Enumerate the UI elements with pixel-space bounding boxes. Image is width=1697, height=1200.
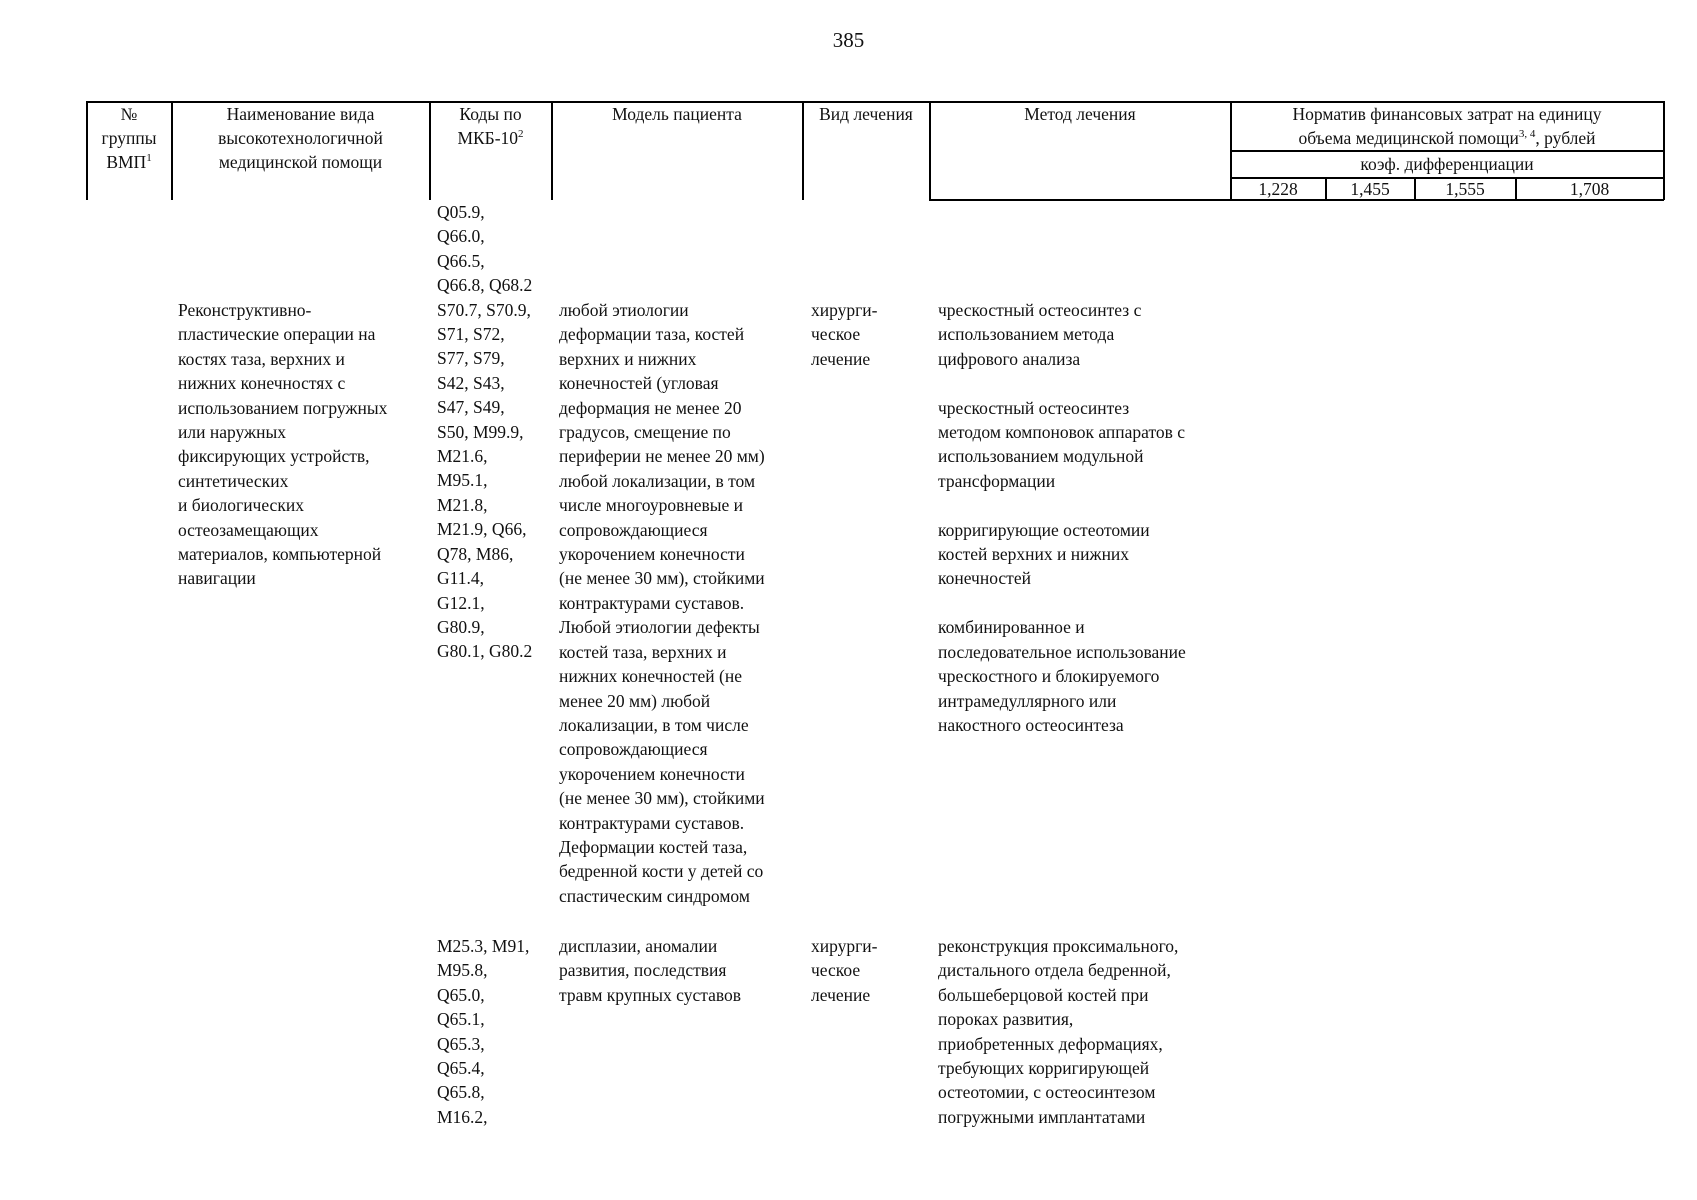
header-coef-label: коэф. дифференциации xyxy=(1360,154,1534,174)
header-coef-value: 1,228 xyxy=(1258,179,1298,199)
header-coef-value: 1,708 xyxy=(1569,179,1610,199)
header-financial-norm: Норматив финансовых затрат на единицу объема медицинской помощи$^{3, 4}$, рублей xyxy=(1292,104,1602,148)
icd-codes-cell: Q05.9, Q66.0, Q66.5, Q66.8, Q68.2 S70.7, S70.9, S71, S72, S77, S79, S42, S43, S47, S49, S50, M99.9, M21.6, M95.1, M21.8, M21.9, Q66, Q78, M86, G11.4, G12.1, G80.9, G80.1, G80.2 xyxy=(437,202,533,662)
page-number: 385 xyxy=(832,28,865,52)
header-icd-codes: Коды по МКБ-$10^2$ xyxy=(457,104,524,148)
header-coef-value: 1,555 xyxy=(1445,179,1485,199)
patient-model-cell: дисплазии, аномалии развития, последствия травм крупных суставов xyxy=(559,936,742,1005)
treatment-method-cell: реконструкция проксимального, дистального отдела бедренной, большеберцовой костей при пороках развития, приобретенных деформациях, требующих корригирующей остеотомии, с остеосинтезом погружными имплантатами xyxy=(938,936,1179,1127)
patient-model-cell: любой этиологии деформации таза, костей верхних и нижних конечностей (угловая деформация не менее 20 градусов, смещение по периферии не менее 20 мм) любой локализации, в том числе многоуровневые и сопровождающиеся укорочением конечности (не менее 30 мм), стойкими контрактурами суставов. Любой этиологии дефекты костей таза, верхних и нижних конечностей (не менее 20 мм) любой локализации, в том числе сопровождающиеся укорочением конечности (не менее 30 мм), стойкими контрактурами суставов. Деформации костей таза, бедренной кости у детей со спастическим синдромом xyxy=(559,300,765,906)
treatment-kind-cell: хирурги- ческое лечение xyxy=(811,936,878,1005)
treatment-kind-cell: хирурги- ческое лечение xyxy=(811,300,878,369)
header-treatment-method: Метод лечения xyxy=(1024,104,1136,124)
header-coef-value: 1,455 xyxy=(1350,179,1390,199)
header-group-number: № группы ВМП$^1$ xyxy=(101,104,157,172)
icd-codes-cell: M25.3, M91, M95.8, Q65.0, Q65.1, Q65.3, Q65.4, Q65.8, M16.2, xyxy=(437,936,530,1127)
treatment-method-cell: чрескостный остеосинтез с использованием метода цифрового анализа чрескостный остеосинтез методом компоновок аппаратов с использованием модульной трансформации корригирующие остеотомии костей верхних и нижних конечностей комбинированное и последовательное использование чрескостного и блокируемого интрамедуллярного или накостного остеосинтеза xyxy=(938,300,1186,735)
header-treatment-kind: Вид лечения xyxy=(819,104,913,124)
care-type-name-cell: Реконструктивно- пластические операции на костях таза, верхних и нижних конечностях с использованием погружных или наружных фиксирующих устройств, синтетических и биологических остеозамещающих материалов, компьютерной навигации xyxy=(178,300,388,589)
header-care-type-name: Наименование вида высокотехнологичной медицинской помощи xyxy=(218,104,383,172)
header-patient-model: Модель пациента xyxy=(612,104,742,124)
